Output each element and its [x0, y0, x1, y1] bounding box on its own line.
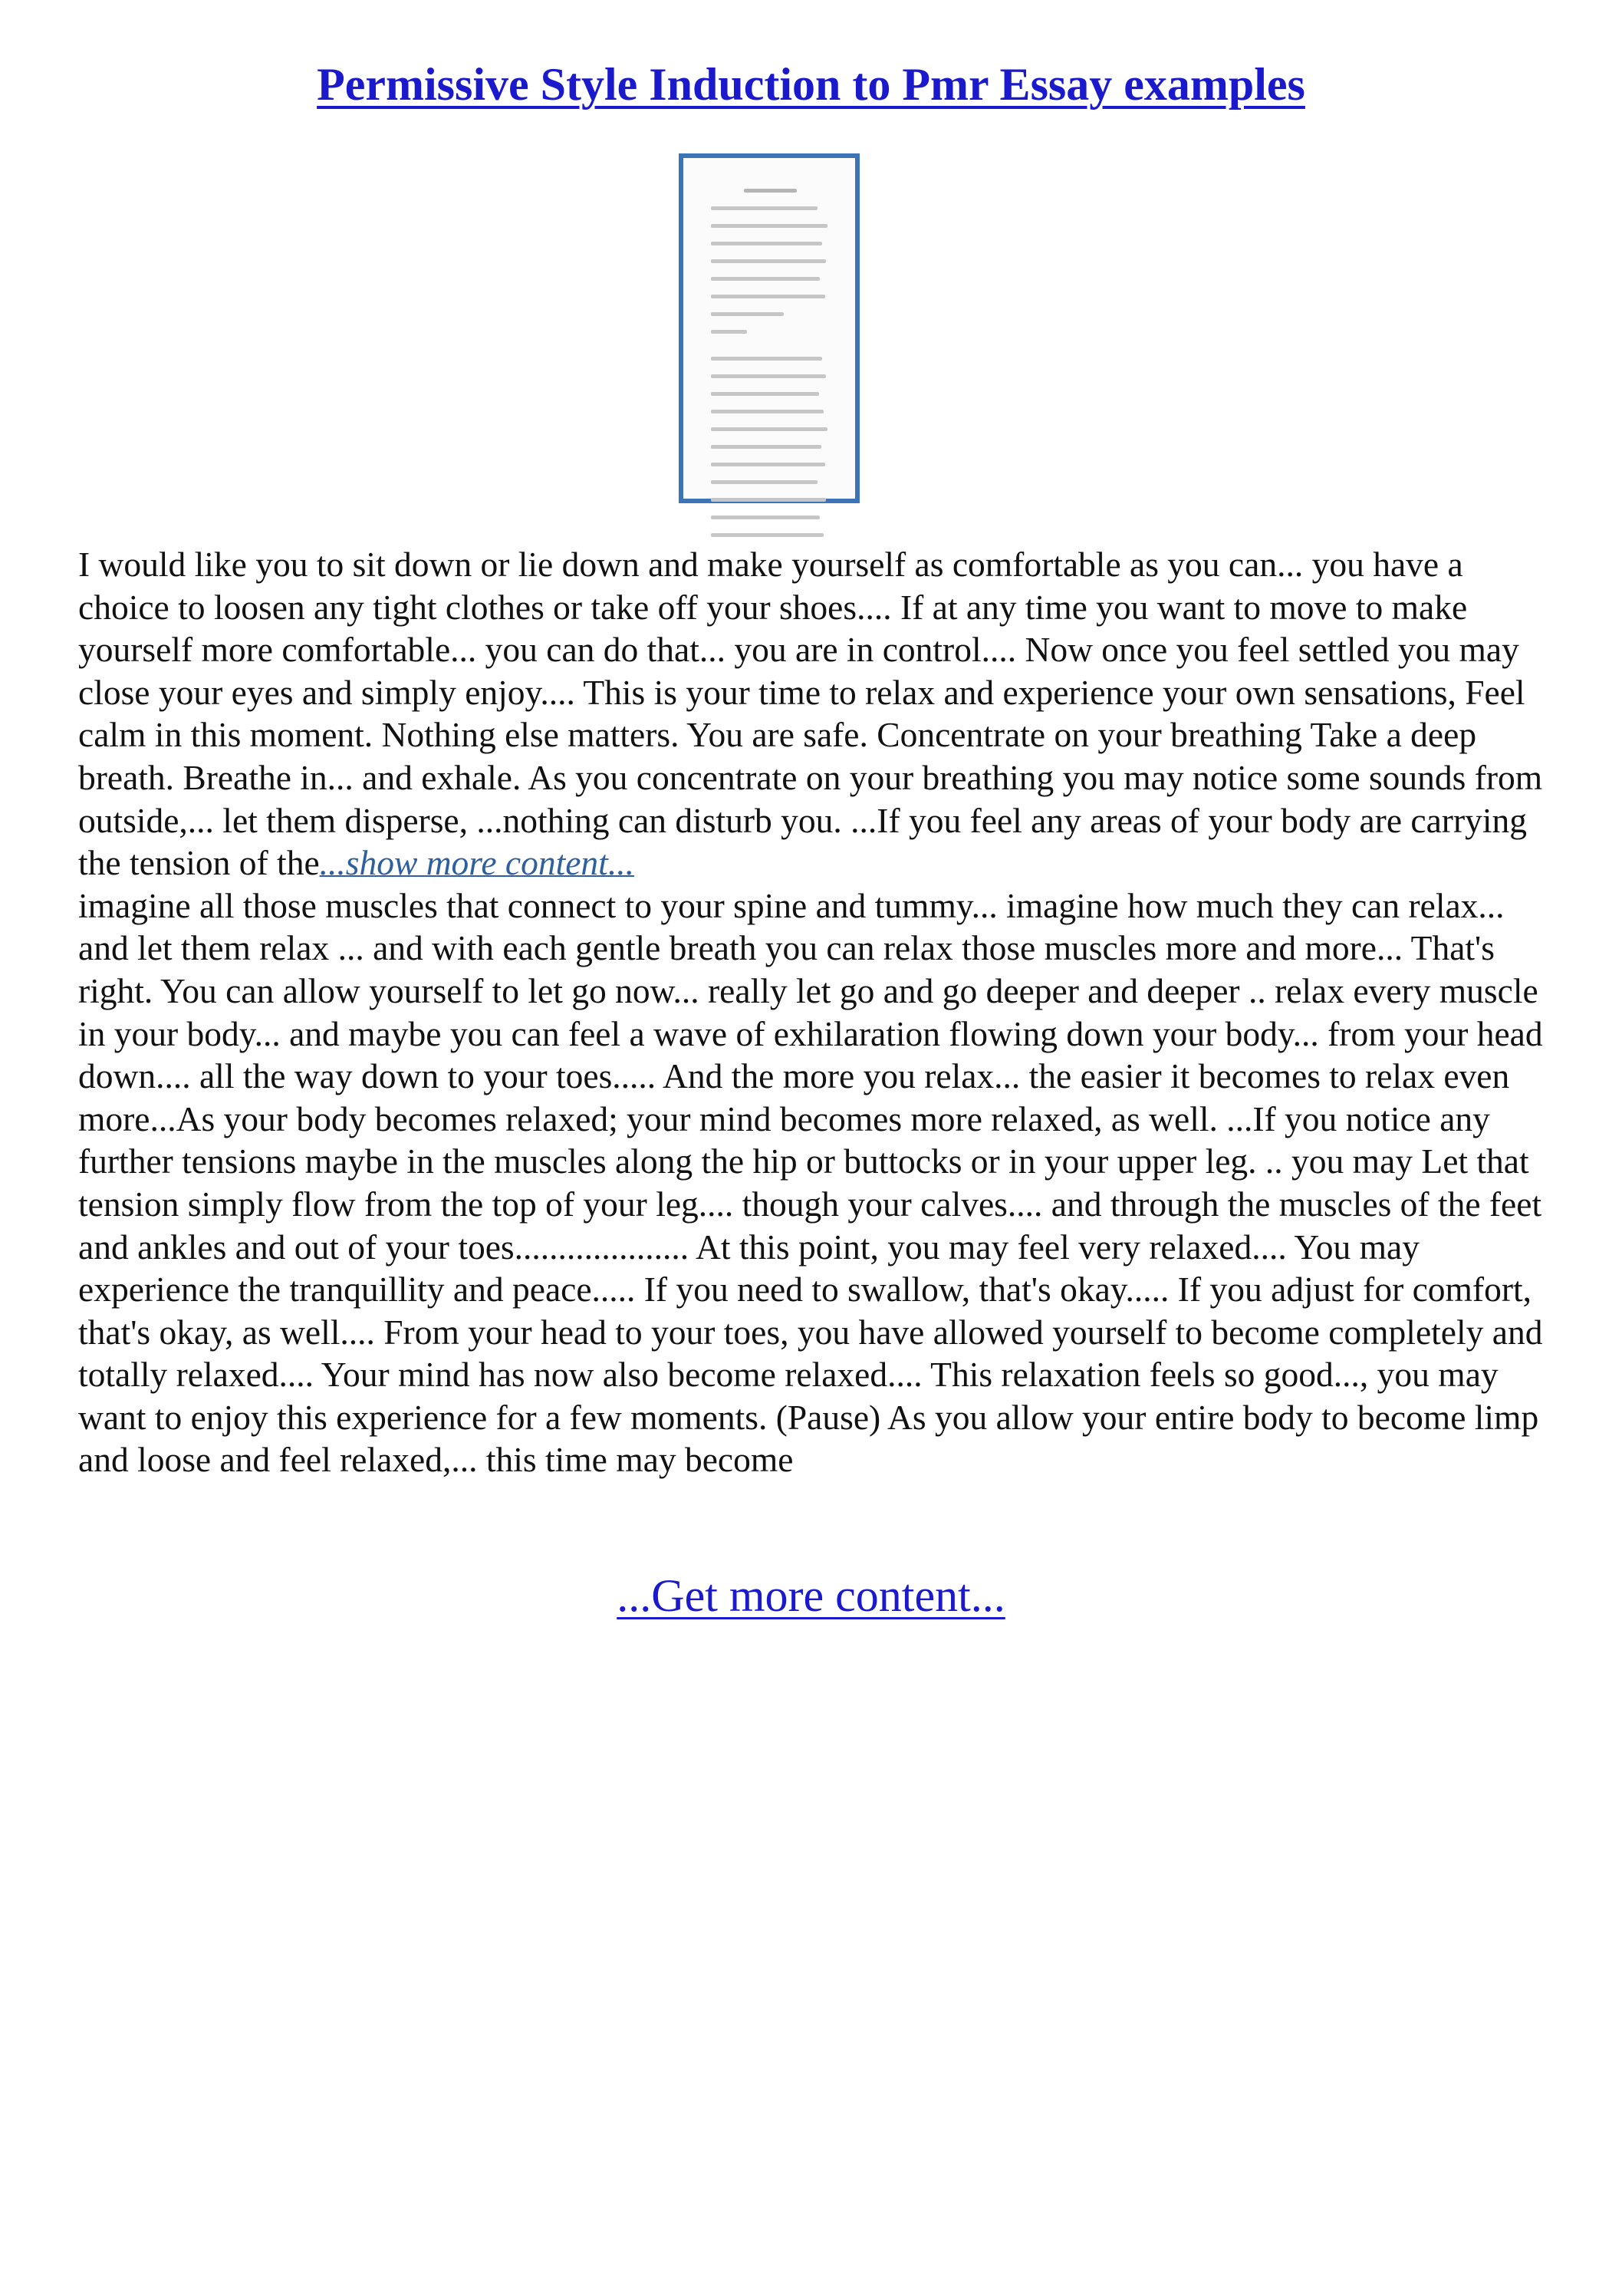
page-title: [0, 54, 1622, 115]
get-more-content-link[interactable]: ...Get more content...: [617, 1570, 1005, 1621]
document-thumbnail[interactable]: [679, 153, 860, 503]
show-more-link[interactable]: ...show more content...: [319, 843, 634, 883]
essay-excerpt: [78, 543, 1551, 1481]
get-more-content: [0, 1565, 1622, 1626]
excerpt-intro: I would like you to sit down or lie down and make yourself as comfortable as you can... you have a choice to loosen any tight clothes or take off your shoes.... If at any time you want to move to make yourself more comfortable... you can do that... you are in control.... Now once you feel settled you may close your eyes and simply enjoy.... This is your time to relax and experience your own sensations, Feel calm in this moment. Nothing else matters. You are safe. Concentrate on your breathing Take a deep breath. Breathe in... and exhale. As you concentrate on your breathing you may notice some sounds from outside,... let them disperse, ...nothing can disturb you. ...If you feel any areas of your body are carrying the tension of the: [78, 545, 1543, 883]
excerpt-continuation: imagine all those muscles that connect to your spine and tummy... imagine how much they can relax... and let them relax ... and with each gentle breath you can relax those muscles more and more... That's right. You can allow yourself to let go now... really let go and go deeper and deeper .. relax every muscle in your body... and maybe you can feel a wave of exhilaration flowing down your body... from your head down.... all the way down to your toes..... And the more you relax... the easier it becomes to relax even more...As your body becomes relaxed; your mind becomes more relaxed, as well. ...If you notice any further tensions maybe in the muscles along the hip or buttocks or in your upper leg. .. you may Let that tension simply flow from the top of your leg.... though your calves.... and through the muscles of the feet and ankles and out of your toes.................... At this point, you may feel very relaxed.... You may experience the tranquillity and peace..... If you need to swallow, that's okay..... If you adjust for comfort, that's okay, as well.... From your head to your toes, you have allowed yourself to become completely and totally relaxed.... Your mind has now also become relaxed.... This relaxation feels so good..., you may want to enjoy this experience for a few moments. (Pause) As you allow your entire body to become limp and loose and feel relaxed,... this time may become: [78, 885, 1543, 1480]
title-link[interactable]: Permissive Style Induction to Pmr Essay examples: [317, 59, 1305, 110]
